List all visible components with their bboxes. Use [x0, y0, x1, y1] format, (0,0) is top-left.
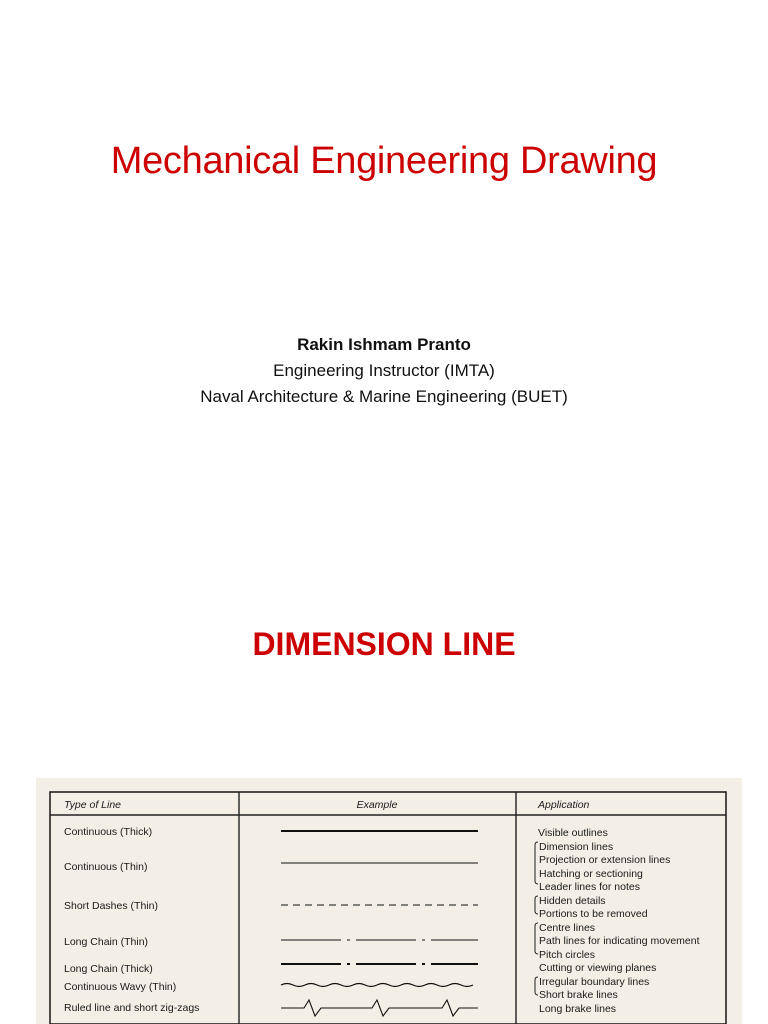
application-text: Hatching or sectioning [539, 868, 643, 880]
application-text: Visible outlines [538, 827, 608, 839]
application-text: Cutting or viewing planes [539, 962, 657, 974]
application-text: Projection or extension lines [539, 854, 671, 866]
application-text: Short brake lines [539, 989, 618, 1001]
application-text: Path lines for indicating movement [539, 935, 700, 947]
application-text: Hidden details [539, 895, 606, 907]
line-types-table [36, 778, 742, 1024]
example-continuous-wavy [281, 984, 473, 987]
section-title: DIMENSION LINE [252, 626, 516, 662]
author-department: Naval Architecture & Marine Engineering (BUET) [200, 387, 568, 406]
application-text: Long brake lines [539, 1003, 617, 1015]
application-text: Centre lines [539, 922, 596, 934]
brace-row-4 [535, 923, 538, 954]
row-type-label: Continuous Wavy (Thin) [64, 981, 177, 993]
row-type-label: Ruled line and short zig-zags [64, 1002, 200, 1014]
example-ruled-zigzag [281, 1000, 478, 1016]
author-name: Rakin Ishmam Pranto [297, 335, 471, 354]
brace-row-3 [535, 896, 538, 914]
brace-row-6 [535, 977, 538, 995]
header-type-of-line: Type of Line [64, 799, 122, 811]
application-text: Pitch circles [539, 949, 596, 961]
application-text: Leader lines for notes [539, 881, 640, 893]
brace-row-2 [535, 842, 538, 884]
application-text: Portions to be removed [539, 908, 648, 920]
header-example: Example [356, 799, 398, 811]
row-type-label: Long Chain (Thin) [64, 936, 149, 948]
row-type-label: Continuous (Thin) [64, 861, 148, 873]
header-application: Application [538, 799, 590, 811]
application-text: Irregular boundary lines [539, 976, 650, 988]
row-type-label: Short Dashes (Thin) [64, 900, 158, 912]
row-type-label: Continuous (Thick) [64, 826, 153, 838]
application-text: Dimension lines [539, 841, 614, 853]
author-block [0, 332, 768, 410]
slide-title: Mechanical Engineering Drawing [110, 140, 658, 182]
row-type-label: Long Chain (Thick) [64, 963, 153, 975]
author-role: Engineering Instructor (IMTA) [273, 361, 495, 380]
